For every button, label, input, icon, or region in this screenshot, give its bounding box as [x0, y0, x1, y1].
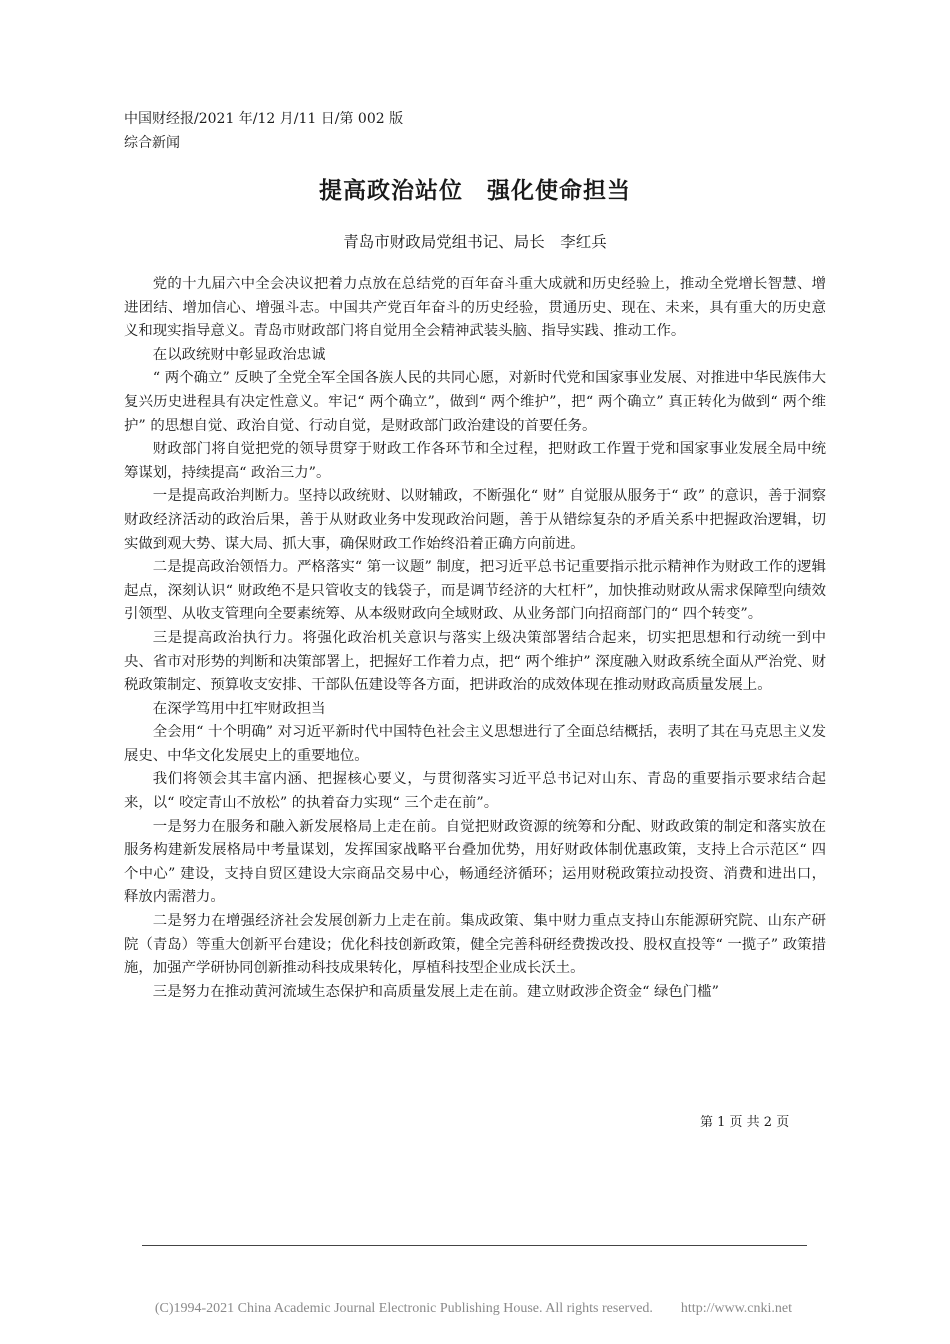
paragraph: 三是提高政治执行力。将强化政治机关意识与落实上级决策部署结合起来，切实把思想和行动统一到中央、省市对形势的判断和决策部署上，把握好工作着力点，把“ 两个维护” 深度融入财政系统全面从严治党、财税政策制定、预算收支安排、干部队伍建设等各方面，把讲政治的成效体现在推动财政高质量发展上。 — [124, 629, 826, 694]
paragraph: 党的十九届六中全会决议把着力点放在总结党的百年奋斗重大成就和历史经验上，推动全党增长智慧、增进团结、增加信心、增强斗志。中国共产党百年奋斗的历史经验，贯通历史、现在、未来，具有重大的历史意义和现实指导意义。青岛市财政部门将自觉用全会精神武装头脑、指导实践、推动工作。 — [124, 276, 826, 340]
paragraph: 一是努力在服务和融入新发展格局上走在前。自觉把财政资源的统筹和分配、财政政策的制定和落实放在服务构建新发展格局中考量谋划，发挥国家战略平台叠加优势，用好财政体制优惠政策，支持上合示范区“ 四个中心” 建设，支持自贸区建设大宗商品交易中心，畅通经济循环；运用财税政策拉动投资、消费和进出口，释放内需潜力。 — [124, 818, 826, 906]
article-author: 青岛市财政局党组书记、局长 李红兵 — [343, 233, 607, 251]
paragraph: 二是努力在增强经济社会发展创新力上走在前。集成政策、集中财力重点支持山东能源研究院、山东产研院（青岛）等重大创新平台建设；优化科技创新政策，健全完善科研经费拨改投、股权直投等“ 一揽子” 政策措施，加强产学研协同创新推动科技成果转化，厚植科技型企业成长沃土。 — [124, 913, 826, 977]
page-number: 第 1 页 共 2 页 — [700, 1115, 790, 1130]
footer-divider — [142, 1245, 807, 1246]
paragraph: 一是提高政治判断力。坚持以政统财、以财辅政，不断强化“ 财” 自觉服从服务于“ 政” 的意识，善于洞察财政经济活动的政治后果，善于从财政业务中发现政治问题，善于从错综复杂的矛盾关系中把握政治逻辑，切实做到观大势、谋大局、抓大事，确保财政工作始终沿着正确方向前进。 — [124, 488, 826, 552]
copyright-notice: (C)1994-2021 China Academic Journal Electronic Publishing House. All rights reserved. http://www.cnki.net — [154, 1301, 792, 1316]
article-title: 提高政治站位 强化使命担当 — [319, 178, 631, 204]
paragraph: 全会用“ 十个明确” 对习近平新时代中国特色社会主义思想进行了全面总结概括，表明了其在马克思主义发展史、中华文化发展史上的重要地位。 — [124, 724, 826, 764]
section-heading: 在以政统财中彰显政治忠诚 — [152, 346, 326, 363]
paragraph: “ 两个确立” 反映了全党全军全国各族人民的共同心愿，对新时代党和国家事业发展、对推进中华民族伟大复兴历史进程具有决定性意义。牢记“ 两个确立”，做到“ 两个维护”，把“ 两个确立” 真正转化为做到“ 两个维护” 的思想自觉、政治自觉、行动自觉，是财政部门政治建设的首要任务。 — [124, 370, 826, 434]
paragraph: 三是努力在推动黄河流域生态保护和高质量发展上走在前。建立财政涉企资金“ 绿色门槛” — [152, 983, 719, 1000]
section-heading: 在深学笃用中扛牢财政担当 — [152, 700, 326, 717]
paragraph: 我们将领会其丰富内涵、把握核心要义，与贯彻落实习近平总书记对山东、青岛的重要指示要求结合起来，以“ 咬定青山不放松” 的执着奋力实现“ 三个走在前”。 — [124, 771, 826, 812]
article-body — [124, 273, 826, 1004]
paragraph: 二是提高政治领悟力。严格落实“ 第一议题” 制度，把习近平总书记重要指示批示精神作为财政工作的逻辑起点，深刻认识“ 财政绝不是只管收支的钱袋子，而是调节经济的大杠杆”，加快推动财政从需求保障型向绩效引领型、从收支管理向全要素统筹、从本级财政向全域财政、从业务部门向招商部门的“ 四个转变”。 — [124, 559, 826, 623]
paragraph: 财政部门将自觉把党的领导贯穿于财政工作各环节和全过程，把财政工作置于党和国家事业发展全局中统筹谋划，持续提高“ 政治三力”。 — [124, 441, 826, 481]
publication-source: 中国财经报/2021 年/12 月/11 日/第 002 版综合新闻 — [124, 111, 404, 151]
